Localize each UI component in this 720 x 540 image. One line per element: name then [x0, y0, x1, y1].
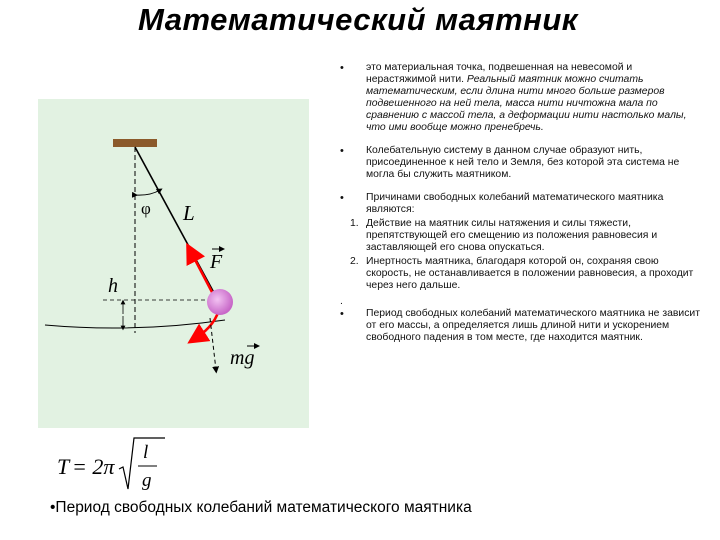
bullet-item-period — [330, 308, 702, 344]
numbered-text: Инертность маятника, благодаря которой он, сохраняя свою скорость, не останавливается в положении равновесия, а проходит через него дальше. — [366, 256, 694, 291]
formula-numerator: l — [143, 442, 149, 463]
item-number: 1. — [350, 218, 359, 229]
bullet-item-definition — [330, 62, 702, 134]
formula-caption: •Период свободных колебаний математического маятника — [50, 499, 472, 516]
formula-denominator: g — [142, 470, 152, 491]
stray-dot: . — [340, 296, 343, 307]
length-label: L — [183, 201, 195, 225]
bullet-marker: • — [340, 62, 344, 74]
numbered-text: Действие на маятник силы натяжения и силы тяжести, препятствующей его смещению из положения равновесия и заставляющей его снова опускаться. — [366, 218, 658, 253]
bullet-list — [330, 62, 702, 355]
ceiling-mount — [113, 139, 157, 147]
item-number: 2. — [350, 256, 359, 267]
pendulum-bob — [207, 289, 233, 315]
bullet-marker: • — [340, 192, 344, 204]
period-formula — [55, 436, 175, 496]
bullet-text-italic: Реальный маятник можно считать математическим, если длина нити много больше размеров подвешенного на ней тела, масса нити ничтожна мала по сравнению с массой тела, а деформации нити настолько малы, что ими вообще можно пренебречь. — [366, 74, 687, 133]
formula-lhs: T — [57, 454, 70, 479]
bullet-marker: • — [340, 308, 344, 320]
bullet-item-causes — [330, 192, 702, 216]
gravity-label: mg — [230, 347, 255, 369]
bullet-text: это материальная точка, подвешенная на невесомой и нерастяжимой нити. — [366, 62, 633, 85]
numbered-item-1 — [330, 218, 702, 254]
bullet-marker: • — [340, 145, 344, 157]
bullet-item-system — [330, 145, 702, 181]
bullet-text: Период свободных колебаний математического маятника не зависит от его массы, а определяется лишь длиной нити и ускорением свободного падения в том месте, где находится маятник. — [366, 308, 700, 343]
bullet-text: Колебательную систему в данном случае образуют нить, присоединенное к ней тело и Земля, без которой эта система не могла бы служить маятником. — [366, 145, 680, 180]
bullet-text: Причинами свободных колебаний математического маятника являются: — [366, 192, 664, 215]
gravity-force-arrow — [210, 318, 216, 370]
tension-label: F — [210, 251, 223, 273]
slide-title: Математический маятник — [138, 2, 579, 37]
formula-eq: = 2π — [72, 454, 115, 479]
numbered-item-2 — [330, 256, 702, 292]
height-label: h — [108, 275, 118, 297]
angle-label: φ — [141, 199, 151, 218]
angle-arc — [135, 190, 160, 195]
